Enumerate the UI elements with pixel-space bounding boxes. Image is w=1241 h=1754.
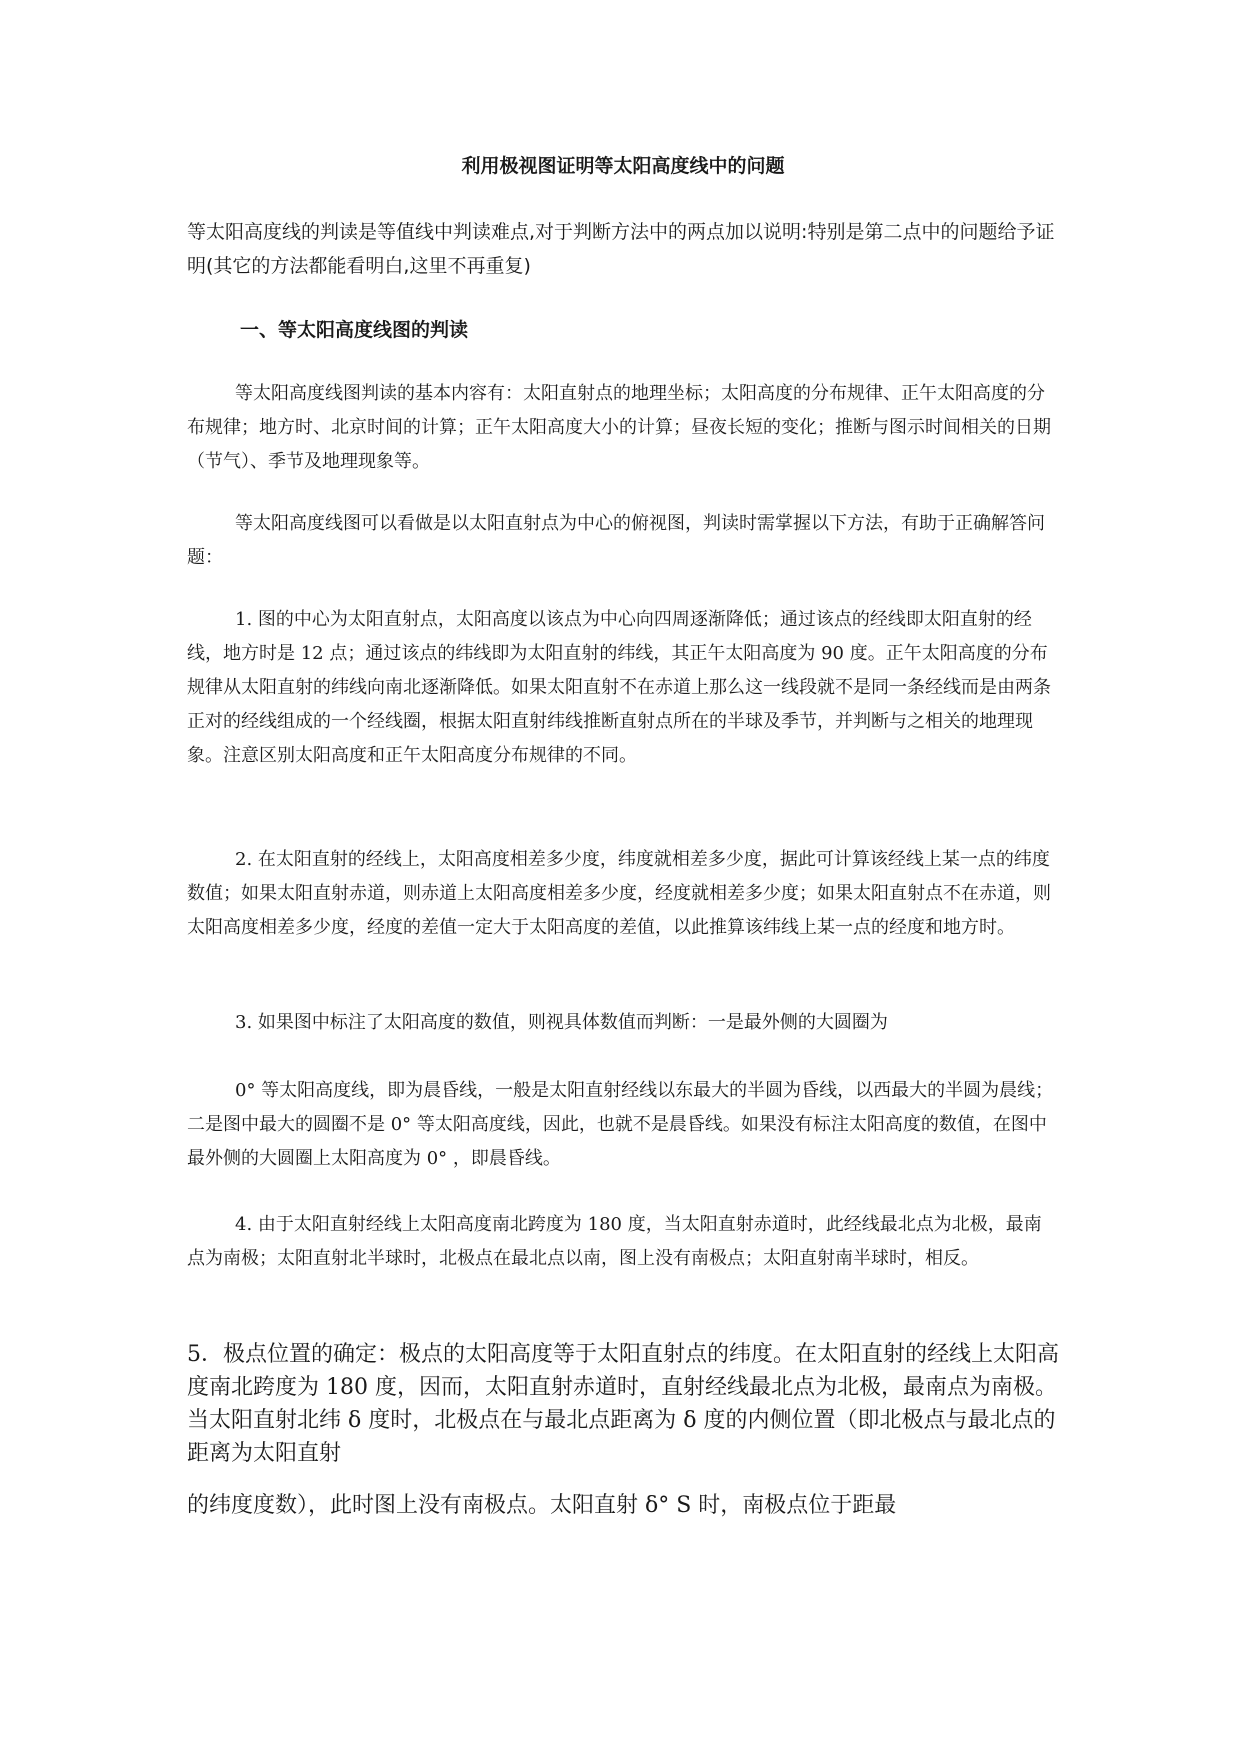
section-heading: 一、等太阳高度线图的判读 bbox=[240, 319, 469, 341]
document-title: 利用极视图证明等太阳高度线中的问题 bbox=[461, 155, 785, 177]
paragraph-item-5: 5．极点位置的确定：极点的太阳高度等于太阳直射点的纬度。在太阳直射的经线上太阳高度南北跨度为 180 度，因而，太阳直射赤道时，直射经线最北点为北极，最南点为南极。当太阳直射北纬 δ 度时，北极点在与最北点距离为 δ 度的内侧位置（即北极点与最北点的距离为太阳直射 bbox=[187, 1342, 1060, 1466]
paragraph-item-2: 2. 在太阳直射的经线上，太阳高度相差多少度，纬度就相差多少度，据此可计算该经线上某一点的纬度数值；如果太阳直射赤道，则赤道上太阳高度相差多少度，经度就相差多少度；如果太阳直射点不在赤道，则太阳高度相差多少度，经度的差值一定大于太阳高度的差值，以此推算该纬线上某一点的经度和地方时。 bbox=[187, 849, 1051, 938]
paragraph-basic-content: 等太阳高度线图判读的基本内容有：太阳直射点的地理坐标；太阳高度的分布规律、正午太阳高度的分布规律；地方时、北京时间的计算；正午太阳高度大小的计算；昼夜长短的变化；推断与图示时间相关的日期（节气）、季节及地理现象等。 bbox=[187, 383, 1051, 472]
intro-paragraph: 等太阳高度线的判读是等值线中判读难点,对于判断方法中的两点加以说明:特别是第二点中的问题给予证明(其它的方法都能看明白,这里不再重复) bbox=[187, 221, 1055, 277]
paragraph-item-3: 3. 如果图中标注了太阳高度的数值，则视具体数值而判断：一是最外侧的大圆圈为 bbox=[235, 1012, 888, 1033]
paragraph-item-5-continued: 的纬度度数），此时图上没有南极点。太阳直射 δ° S 时，南极点位于距最 bbox=[187, 1493, 897, 1518]
paragraph-item-4: 4. 由于太阳直射经线上太阳高度南北跨度为 180 度，当太阳直射赤道时，此经线最北点为北极，最南点为南极；太阳直射北半球时，北极点在最北点以南，图上没有南极点；太阳直射南半球时，相反。 bbox=[187, 1214, 1042, 1269]
paragraph-item-3-continued: 0° 等太阳高度线，即为晨昏线，一般是太阳直射经线以东最大的半圆为昏线，以西最大的半圆为晨线；二是图中最大的圆圈不是 0° 等太阳高度线，因此，也就不是晨昏线。如果没有标注太阳高度的数值，在图中最外侧的大圆圈上太阳高度为 0° ，即晨昏线。 bbox=[187, 1080, 1054, 1169]
paragraph-item-1: 1. 图的中心为太阳直射点，太阳高度以该点为中心向四周逐渐降低；通过该点的经线即太阳直射的经线，地方时是 12 点；通过该点的纬线即为太阳直射的纬线，其正午太阳高度为 90 度。正午太阳高度的分布规律从太阳直射的纬线向南北逐渐降低。如果太阳直射不在赤道上那么这一线段就不是同一条经线而是由两条正对的经线组成的一个经线圈，根据太阳直射纬线推断直射点所在的半球及季节，并判断与之相关的地理现象。注意区别太阳高度和正午太阳高度分布规律的不同。 bbox=[187, 609, 1051, 766]
paragraph-overview: 等太阳高度线图可以看做是以太阳直射点为中心的俯视图，判读时需掌握以下方法，有助于正确解答问题： bbox=[187, 513, 1045, 568]
